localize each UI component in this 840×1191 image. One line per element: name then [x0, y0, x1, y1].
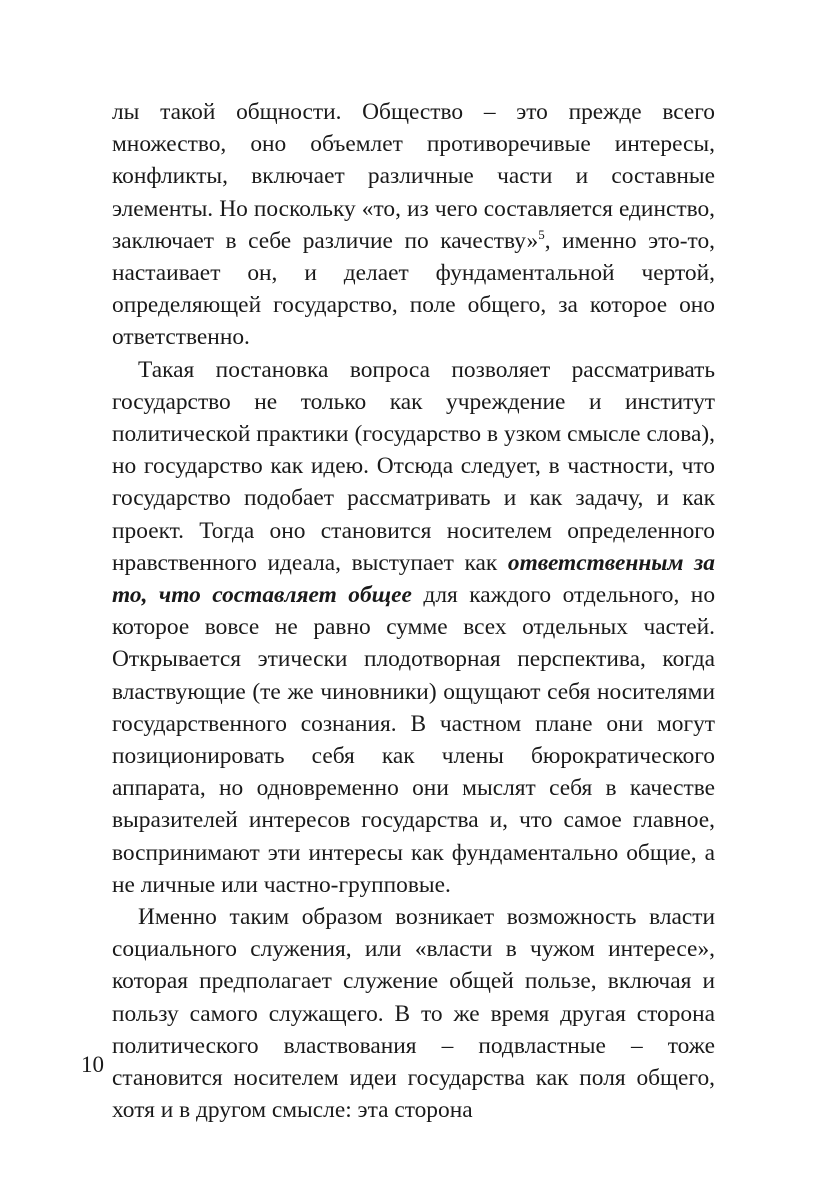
emphasized-phrase: ответственным за то, что составляет общее	[112, 549, 715, 609]
paragraph-2-text-a: Такая постановка вопроса позволяет рассматривать государство не только как учреждение и институт политической практики (государство в узком смысле слова), но государство как идею. Отсюда следует, в частности, что государство подобает рассматривать и как задачу, и как проект. Тогда оно становится носителем определенного нравственного идеала, выступает как	[112, 356, 715, 576]
paragraph-1	[112, 96, 715, 354]
footnote-reference[interactable]: 5	[538, 227, 545, 243]
paragraph-3	[112, 901, 715, 1126]
paragraph-1-text-b: , именно это-то, настаивает он, и делает фундаментальной чертой, определяющей государство, поле общего, за которое оно ответственно.	[112, 227, 715, 351]
paragraph-2-text-b: для каждого отдельного, но которое вовсе не равно сумме всех отдельных частей. Открывается этически плодотворная перспектива, когда властвующие (те же чиновники) ощущают себя носителями государственного сознания. В частном плане они могут позиционировать себя как члены бюрократического аппарата, но одновременно они мыслят себя в качестве выразителей интересов государства и, что самое главное, воспринимают эти интересы как фундаментально общие, а не личные или частно-групповые.	[112, 582, 716, 898]
paragraph-1-text-a: лы такой общности. Общество – это прежде всего множество, оно объемлет противоречивые интересы, конфликты, включает различные части и составные элементы. Но поскольку «то, из чего составляется единство, заключает в себе различие по качеству»	[112, 99, 715, 254]
page-number: 10	[81, 1052, 104, 1077]
paragraph-3-text: Именно таким образом возникает возможность власти социального служения, или «власти в чужом интересе», которая предполагает служение общей пользе, включая и пользу самого служащего. В то же время другая сторона политического властвования – подвластные – тоже становится носителем идеи государства как поля общего, хотя и в другом смысле: эта сторона	[112, 904, 715, 1124]
page-body	[112, 96, 715, 1127]
paragraph-2	[112, 354, 715, 901]
